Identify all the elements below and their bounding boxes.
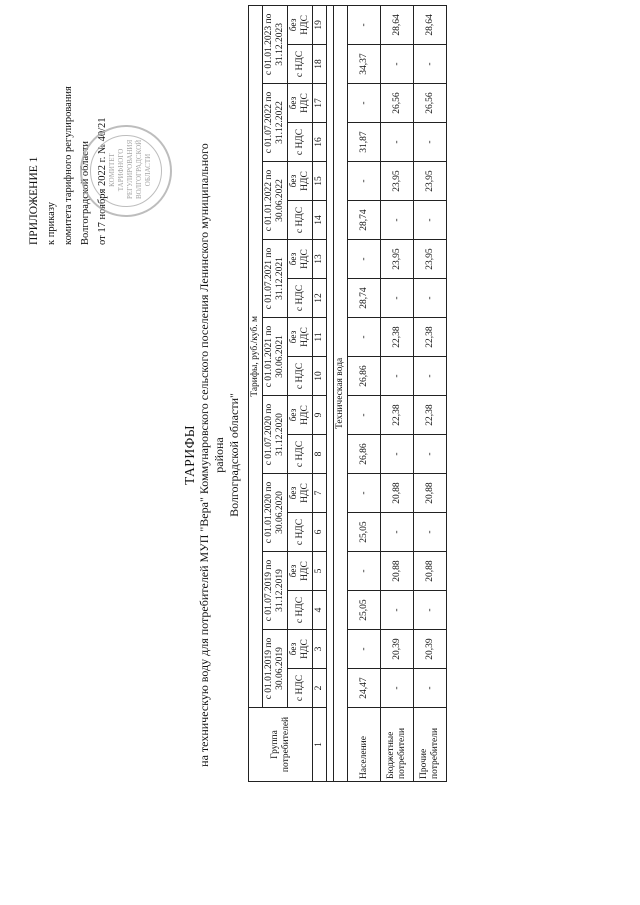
tariff-cell: 23,95 xyxy=(414,162,447,201)
tariff-cell: 20,39 xyxy=(414,630,447,669)
tariff-cell: - xyxy=(381,357,414,396)
row-group-label: Прочие потребители xyxy=(414,708,447,782)
tariff-cell: - xyxy=(381,435,414,474)
tariff-cell: 22,38 xyxy=(414,318,447,357)
tariff-cell: - xyxy=(348,318,381,357)
tariff-cell: - xyxy=(348,5,381,44)
tariff-cell: - xyxy=(414,669,447,708)
tariff-cell: 25,05 xyxy=(348,513,381,552)
tariff-cell: - xyxy=(414,435,447,474)
appendix-line: к приказу xyxy=(46,202,57,245)
table-row xyxy=(348,5,381,781)
tariff-cell: 25,05 xyxy=(348,591,381,630)
tariff-cell: 34,37 xyxy=(348,45,381,84)
appendix-line: комитета тарифного регулирования xyxy=(63,86,74,245)
page-subtitle: Волгоградской области" xyxy=(227,393,241,517)
tariff-cell: - xyxy=(381,45,414,84)
tariff-cell: 28,74 xyxy=(348,279,381,318)
period-header: с 01.01.2019 по 30.06.2019 xyxy=(263,630,288,708)
tariff-cell: - xyxy=(348,84,381,123)
period-header: с 01.01.2022 по 30.06.2022 xyxy=(263,162,288,240)
period-header: с 01.07.2021 по 31.12.2021 xyxy=(263,240,288,318)
tariff-cell: - xyxy=(414,279,447,318)
tariff-cell: - xyxy=(381,279,414,318)
tariff-cell: 22,38 xyxy=(414,396,447,435)
column-number: 19 xyxy=(313,5,327,44)
vat-included-header: с НДС xyxy=(288,669,313,708)
vat-included-header: с НДС xyxy=(288,435,313,474)
tariff-cell: - xyxy=(381,123,414,162)
vat-excluded-header: без НДС xyxy=(288,552,313,591)
period-header: с 01.07.2020 по 31.12.2020 xyxy=(263,396,288,474)
vat-excluded-header: без НДС xyxy=(288,240,313,279)
column-number: 7 xyxy=(313,474,327,513)
vat-excluded-header: без НДС xyxy=(288,318,313,357)
tariff-cell: 22,38 xyxy=(381,318,414,357)
stamp-text: КОМИТЕТ ТАРИФНОГО РЕГУЛИРОВАНИЯ ВОЛГОГРАДСКОЙ ОБЛАСТИ xyxy=(108,139,152,199)
appendix-heading: ПРИЛОЖЕНИЕ 1 xyxy=(28,156,40,245)
tariff-cell: 20,88 xyxy=(414,552,447,591)
tariff-cell: - xyxy=(381,513,414,552)
tariff-cell: 28,64 xyxy=(381,5,414,44)
tariff-cell: - xyxy=(414,591,447,630)
tariff-cell: - xyxy=(414,123,447,162)
column-number: 14 xyxy=(313,201,327,240)
tariff-cell: - xyxy=(381,591,414,630)
vat-excluded-header: без НДС xyxy=(288,630,313,669)
tariff-cell: 26,86 xyxy=(348,435,381,474)
column-number: 2 xyxy=(313,669,327,708)
group-header: Группа потребителей xyxy=(249,708,313,782)
tariff-cell: - xyxy=(348,162,381,201)
tariff-header: Тарифы, руб./куб. м xyxy=(249,5,263,707)
tariff-cell: 20,88 xyxy=(381,552,414,591)
table-separator xyxy=(327,5,334,781)
tariff-cell: - xyxy=(348,552,381,591)
column-number: 15 xyxy=(313,162,327,201)
row-group-label: Бюджетные потребители xyxy=(381,708,414,782)
column-number: 10 xyxy=(313,357,327,396)
column-number: 5 xyxy=(313,552,327,591)
vat-included-header: с НДС xyxy=(288,591,313,630)
tariff-cell: - xyxy=(381,669,414,708)
tariff-cell: 26,56 xyxy=(414,84,447,123)
tariff-cell: 20,39 xyxy=(381,630,414,669)
appendix-line: от 17 ноября 2022 г. № 40/21 xyxy=(97,117,108,245)
tariff-cell: 23,95 xyxy=(381,240,414,279)
tariff-cell: - xyxy=(414,357,447,396)
tariff-cell: - xyxy=(348,396,381,435)
vat-excluded-header: без НДС xyxy=(288,396,313,435)
period-header: с 01.07.2022 по 31.12.2022 xyxy=(263,84,288,162)
vat-excluded-header: без НДС xyxy=(288,5,313,44)
page-subtitle: на техническую воду для потребителей МУП "Вера" Коммунаровского сельского поселения Ленинского муниципального района xyxy=(197,143,226,767)
vat-excluded-header: без НДС xyxy=(288,474,313,513)
tariff-cell: 20,88 xyxy=(414,474,447,513)
column-number: 16 xyxy=(313,123,327,162)
tariff-cell: 28,74 xyxy=(348,201,381,240)
table-row xyxy=(414,5,447,781)
vat-excluded-header: без НДС xyxy=(288,84,313,123)
vat-included-header: с НДС xyxy=(288,513,313,552)
tariff-cell: 23,95 xyxy=(381,162,414,201)
column-number: 1 xyxy=(313,708,327,782)
vat-included-header: с НДС xyxy=(288,357,313,396)
column-number: 6 xyxy=(313,513,327,552)
column-number: 9 xyxy=(313,396,327,435)
column-number: 18 xyxy=(313,45,327,84)
page-title: ТАРИФЫ xyxy=(182,424,197,486)
tariff-cell: - xyxy=(414,201,447,240)
column-number: 4 xyxy=(313,591,327,630)
tariff-table xyxy=(248,5,447,782)
official-stamp xyxy=(80,125,172,217)
column-number: 17 xyxy=(313,84,327,123)
title-block xyxy=(182,125,242,785)
vat-excluded-header: без НДС xyxy=(288,162,313,201)
vat-included-header: с НДС xyxy=(288,123,313,162)
column-number: 8 xyxy=(313,435,327,474)
tariff-cell: 28,64 xyxy=(414,5,447,44)
appendix-line: Волгоградской области xyxy=(80,140,91,245)
tariff-cell: 24,47 xyxy=(348,669,381,708)
section-header: Техническая вода xyxy=(334,5,348,781)
column-number: 13 xyxy=(313,240,327,279)
tariff-cell: - xyxy=(348,630,381,669)
table-row xyxy=(381,5,414,781)
tariff-cell: 26,56 xyxy=(381,84,414,123)
column-number: 12 xyxy=(313,279,327,318)
period-header: с 01.01.2021 по 30.06.2021 xyxy=(263,318,288,396)
appendix-block xyxy=(26,15,111,245)
tariff-cell: - xyxy=(381,201,414,240)
vat-included-header: с НДС xyxy=(288,201,313,240)
tariff-cell: 31,87 xyxy=(348,123,381,162)
period-header: с 01.01.2023 по 31.12.2023 xyxy=(263,5,288,83)
tariff-cell: - xyxy=(348,240,381,279)
row-group-label: Население xyxy=(348,708,381,782)
tariff-cell: 23,95 xyxy=(414,240,447,279)
column-number: 11 xyxy=(313,318,327,357)
vat-included-header: с НДС xyxy=(288,279,313,318)
column-number: 3 xyxy=(313,630,327,669)
tariff-cell: 20,88 xyxy=(381,474,414,513)
tariff-cell: - xyxy=(414,45,447,84)
tariff-cell: 26,86 xyxy=(348,357,381,396)
period-header: с 01.07.2019 по 31.12.2019 xyxy=(263,552,288,630)
tariff-cell: - xyxy=(414,513,447,552)
tariff-cell: 22,38 xyxy=(381,396,414,435)
period-header: с 01.01.2020 по 30.06.2020 xyxy=(263,474,288,552)
vat-included-header: с НДС xyxy=(288,45,313,84)
tariff-cell: - xyxy=(348,474,381,513)
